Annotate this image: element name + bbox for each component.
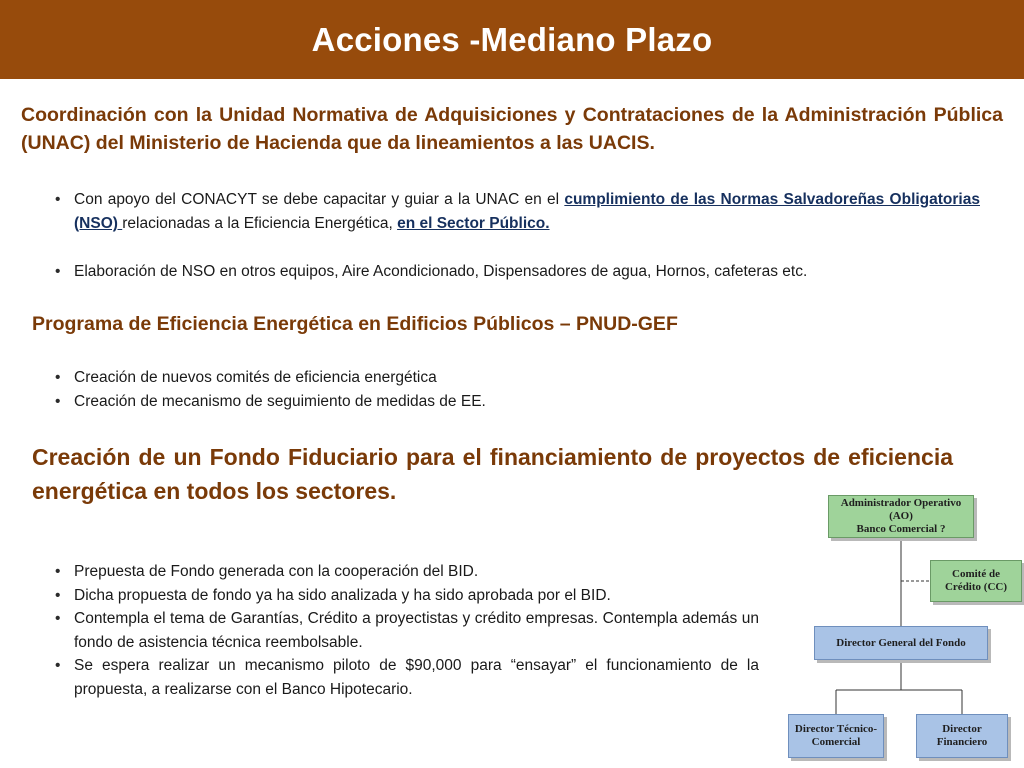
program-bullet-list — [53, 366, 773, 413]
org-label: Financiero — [936, 736, 988, 748]
equipos-bullet-list — [53, 260, 980, 284]
list-item: • Dicha propuesta de fondo ya ha sido analizada y ha sido aprobada por el BID. — [53, 584, 759, 608]
org-label: Director Técnico- — [794, 723, 878, 735]
org-label: Crédito (CC) — [944, 581, 1007, 593]
equipos-bullet: • Elaboración de NSO en otros equipos, Aire Acondicionado, Dispensadores de agua, Hornos, cafeteras etc. — [53, 260, 980, 284]
org-label: Banco Comercial ? — [856, 523, 946, 535]
org-label: Administrador Operativo (AO) — [840, 497, 962, 522]
org-box-comite-credito — [930, 560, 1022, 602]
org-box-director-general — [814, 626, 988, 660]
org-chart — [780, 490, 1024, 768]
org-label: Director General del Fondo — [836, 636, 966, 649]
nso-text-1: Con apoyo del CONACYT se debe capacitar y guiar a la UNAC en el — [74, 191, 565, 208]
fund-bullet-list — [53, 560, 759, 701]
org-box-director-financiero — [916, 714, 1008, 758]
org-box-administrador-operativo — [828, 495, 974, 538]
slide-title: Acciones -Mediano Plazo — [311, 20, 713, 58]
title-bar — [0, 0, 1024, 79]
nso-link[interactable]: cumplimiento de las Normas Salvadoreñas Obligatorias (NSO) — [74, 191, 980, 232]
org-label: Comercial — [811, 736, 861, 748]
list-item: • Creación de nuevos comités de eficiencia energética — [53, 366, 773, 390]
intro-paragraph: Coordinación con la Unidad Normativa de Adquisiciones y Contrataciones de la Administración Pública (UNAC) del Ministerio de Hacienda que da lineamientos a las UACIS. — [21, 104, 1003, 154]
list-item: • Prepuesta de Fondo generada con la cooperación del BID. — [53, 560, 759, 584]
nso-text-2: relacionadas a la Eficiencia Energética, — [122, 214, 398, 232]
fund-heading: Creación de un Fondo Fiduciario para el financiamiento de proyectos de eficiencia energética en todos los sectores. — [32, 444, 953, 504]
program-heading: Programa de Eficiencia Energética en Edificios Públicos – PNUD-GEF — [32, 313, 678, 335]
list-item: • Se espera realizar un mecanismo piloto de $90,000 para “ensayar” el funcionamiento de la propuesta, a realizarse con el Banco Hipotecario. — [53, 654, 759, 701]
org-box-director-tecnico — [788, 714, 884, 758]
org-label: Comité de — [952, 568, 1000, 580]
list-item: • Creación de mecanismo de seguimiento de medidas de EE. — [53, 390, 773, 414]
nso-bullet-list — [53, 188, 980, 235]
nso-bullet — [53, 188, 980, 235]
list-item: • Contempla el tema de Garantías, Crédito a proyectistas y crédito empresas. Contempla además un fondo de asistencia técnica reembolsable. — [53, 607, 759, 654]
sector-publico-link[interactable]: en el Sector Público. — [397, 214, 550, 232]
org-label: Director — [942, 723, 982, 735]
